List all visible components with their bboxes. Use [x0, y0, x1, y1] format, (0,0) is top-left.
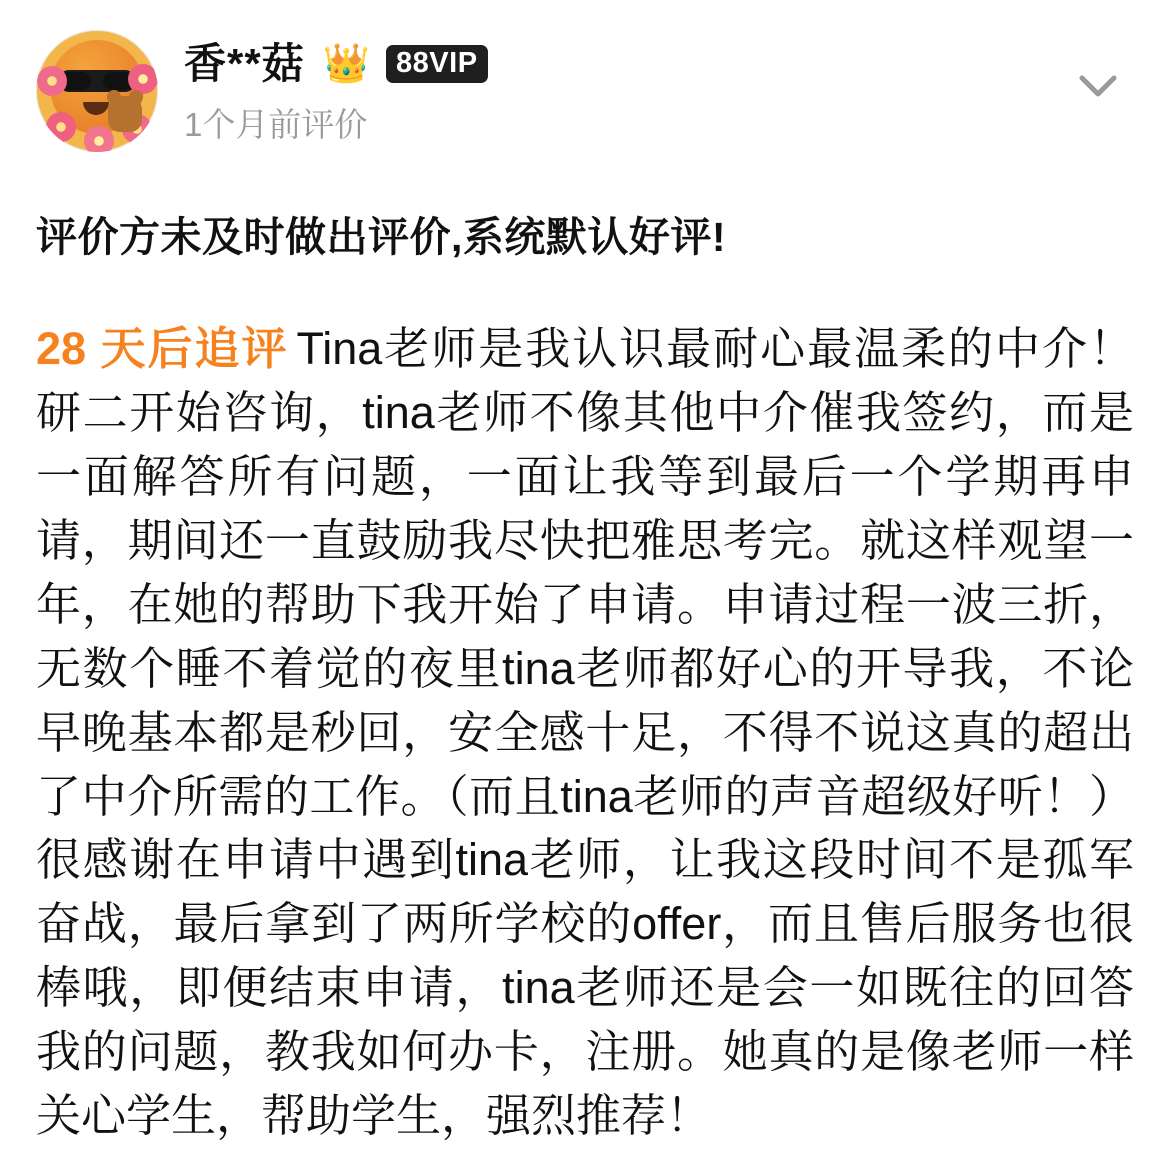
bear-icon — [108, 96, 142, 132]
flower-icon — [37, 66, 67, 96]
flower-icon — [84, 126, 114, 152]
vip-badge[interactable]: 88VIP — [386, 45, 488, 83]
review-header — [36, 30, 1134, 170]
crown-icon: 👑 — [322, 43, 371, 85]
append-review-text: Tina老师是我认识最耐心最温柔的中介！研二开始咨询，tina老师不像其他中介催我签约，而是一面解答所有问题，一面让我等到最后一个学期再申请，期间还一直鼓励我尽快把雅思考完。就这样观望一年，在她的帮助下我开始了申请。申请过程一波三折，无数个睡不着觉的夜里tina老师都好心的开导我，不论早晚基本都是秒回，安全感十足，不得不说这真的超出了中介所需的工作。（而且tina老师的声音超级好听！）很感谢在申请中遇到tina老师，让我这段时间不是孤军奋战，最后拿到了两所学校的offer，而且售后服务也很棒哦，即便结束申请，tina老师还是会一如既往的回答我的问题，教我如何办卡，注册。她真的是像老师一样关心学生，帮助学生，强烈推荐！ — [36, 323, 1134, 1142]
append-review-label: 28 天后追评 — [36, 323, 289, 375]
chevron-down-icon[interactable] — [1068, 54, 1128, 114]
review-time: 1个月前评价 — [184, 106, 368, 143]
first-comment-text: 评价方未及时做出评价,系统默认好评! — [36, 214, 727, 260]
avatar[interactable] — [36, 30, 158, 152]
sunglasses-icon — [58, 70, 136, 92]
user-name-row — [184, 36, 488, 92]
append-review-block — [36, 317, 1134, 1148]
user-name: 香**菇 — [184, 40, 305, 87]
flower-icon — [46, 112, 76, 142]
user-info — [184, 30, 488, 141]
